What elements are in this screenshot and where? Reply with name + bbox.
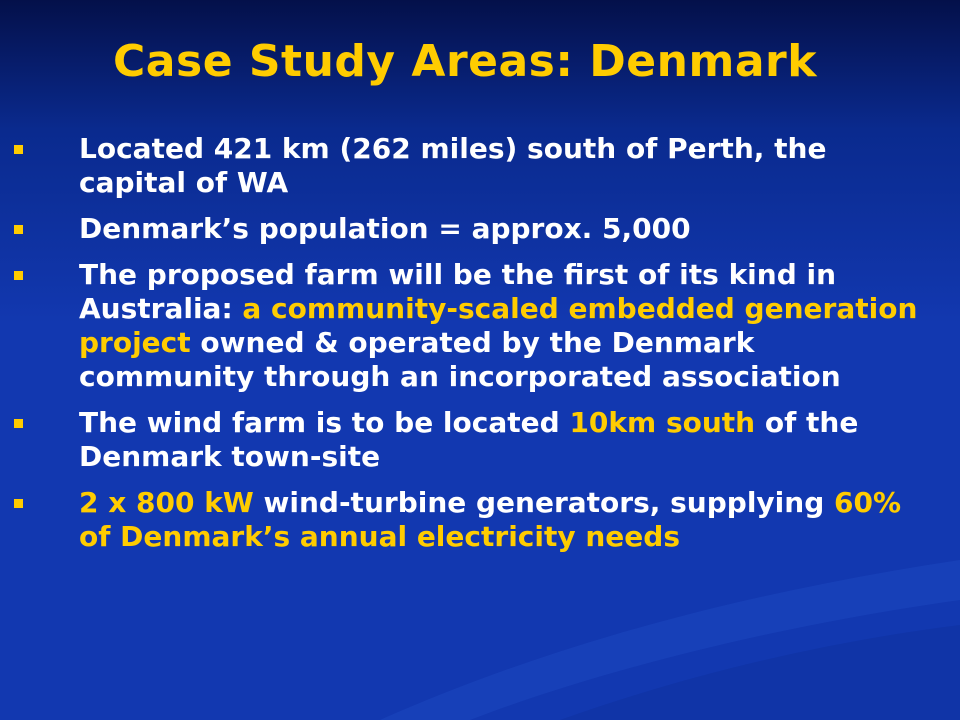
- highlighted-segment: a community-scaled embedded generation project: [79, 292, 918, 359]
- bullet-segment: Denmark’s population = approx. 5,000: [79, 212, 691, 245]
- bullet-item: [0, 132, 960, 200]
- bullet-list: [0, 132, 960, 566]
- bullet-text: [79, 258, 917, 393]
- bullet-segment: The proposed farm will be the first of its kind in Australia:: [79, 258, 837, 325]
- bullet-segment: The wind farm is to be located: [79, 406, 570, 439]
- square-bullet-icon: [14, 145, 23, 154]
- bullet-segment: Located 421 km (262 miles) south of Perth, the capital of WA: [79, 132, 827, 199]
- bullet-item: [0, 258, 960, 394]
- highlighted-segment: 2 x 800 kW: [79, 486, 254, 519]
- bullet-text: [79, 212, 691, 245]
- square-bullet-icon: [14, 271, 23, 280]
- square-bullet-icon: [14, 499, 23, 508]
- bullet-segment: of the Denmark town-site: [79, 406, 859, 473]
- bullet-item: [0, 486, 960, 554]
- bullet-item: [0, 406, 960, 474]
- bullet-text: [79, 486, 901, 553]
- bullet-text: [79, 132, 826, 199]
- slide-title: Case Study Areas: Denmark: [113, 36, 817, 87]
- square-bullet-icon: [14, 225, 23, 234]
- bullet-item: [0, 212, 960, 246]
- highlighted-segment: 10km south: [569, 406, 756, 439]
- bullet-segment: wind-turbine generators, supplying: [253, 486, 834, 519]
- bullet-text: [79, 406, 858, 473]
- bullet-segment: owned & operated by the Denmark community through an incorporated association: [79, 326, 841, 393]
- square-bullet-icon: [14, 419, 23, 428]
- highlighted-segment: 60% of Denmark’s annual electricity needs: [79, 486, 902, 553]
